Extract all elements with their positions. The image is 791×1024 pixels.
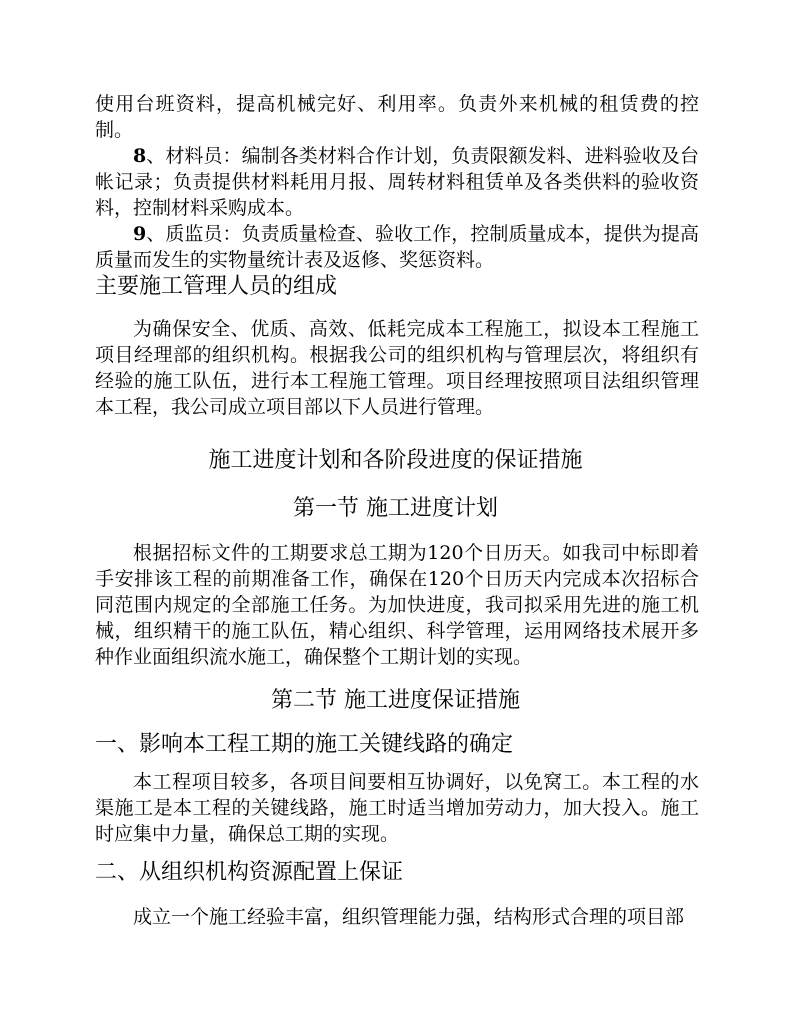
heading-staff-composition: 主要施工管理人员的组成 — [95, 274, 338, 299]
paragraph-schedule-plan: 根据招标文件的工期要求总工期为120个日历天。如我司中标即着手安排该工程的前期准备工作，确保在120个日历天内完成本次招标合同范围内规定的全部施工任务。为加快进度，我司拟采用先进的施工机械，组织精干的施工队伍，精心组织、科学管理，运用网络技术展开多种作业面组织流水施工，确保整个工期计划的实现。 — [95, 542, 699, 668]
list-item-text: 、质监员：负责质量检查、验收工作，控制质量成本，提供为提高质量而发生的实物量统计表及返修、奖惩资料。 — [95, 223, 699, 271]
subheading-critical-path: 一、影响本工程工期的施工关键线路的确定 — [95, 732, 514, 757]
paragraph-machinery-continued: 使用台班资料，提高机械完好、利用率。负责外来机械的租赁费的控制。 — [95, 93, 699, 141]
paragraph-organization: 成立一个施工经验丰富，组织管理能力强，结构形式合理的项目部 — [133, 906, 685, 928]
list-item-number: 9 — [133, 223, 147, 245]
chapter-title: 施工进度计划和各阶段进度的保证措施 — [208, 448, 583, 473]
list-item-text: 、材料员：编制各类材料合作计划，负责限额发料、进料验收及台帐记录；负责提供材料耗用月报、周转材料租赁单及各类供料的验收资料，控制材料采购成本。 — [95, 145, 699, 219]
list-item-number: 8 — [133, 145, 147, 167]
section-title-1: 第一节 施工进度计划 — [293, 496, 498, 521]
subheading-organization: 二、从组织机构资源配置上保证 — [95, 860, 404, 885]
section-title-2: 第二节 施工进度保证措施 — [271, 688, 520, 713]
paragraph-staff-composition: 为确保安全、优质、高效、低耗完成本工程施工，拟设本工程施工项目经理部的组织机构。根据我公司的组织机构与管理层次，将组织有经验的施工队伍，进行本工程施工管理。项目经理按照项目法组织管理本工程，我公司成立项目部以下人员进行管理。 — [95, 318, 699, 418]
paragraph-critical-path: 本工程项目较多，各项目间要相互协调好，以免窝工。本工程的水渠施工是本工程的关键线路，施工时适当增加劳动力，加大投入。施工时应集中力量，确保总工期的实现。 — [95, 771, 699, 845]
list-item-quality-inspector — [95, 221, 699, 273]
list-item-material-clerk — [95, 143, 699, 221]
